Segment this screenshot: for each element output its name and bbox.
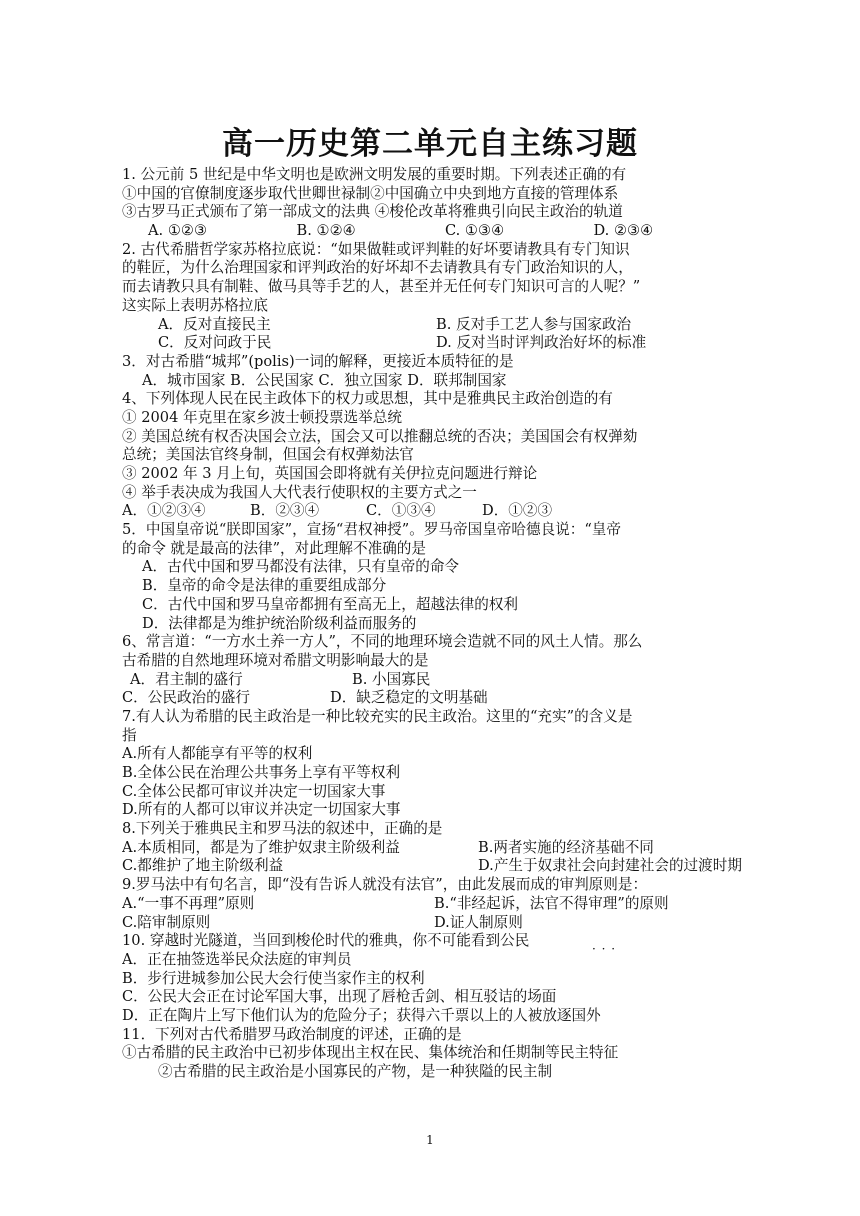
q8-option-c: C.都维护了地主阶级利益 — [122, 857, 284, 875]
q9-option-d: D.证人制原则 — [434, 913, 523, 931]
q9-option-a: A.“一事不再理”原则 — [122, 894, 255, 912]
q7-option-a: A.所有人都能享有平等的权利 — [122, 745, 313, 763]
q6-option-d: D．缺乏稳定的文明基础 — [330, 689, 488, 707]
q9-option-c: C.陪审制原则 — [122, 913, 211, 931]
q6-options-row-1 — [122, 671, 742, 690]
q9-stem: 9.罗马法中有句名言，即“没有告诉人就没有法官”，由此发展而成的审判原则是： — [122, 876, 648, 894]
q8-options-row-2 — [122, 857, 742, 876]
q2-options-row-1 — [122, 316, 742, 335]
q7-option-c: C.全体公民都可审议并决定一切国家大事 — [122, 782, 386, 800]
q4-statement-4: ④ 举手表决成为我国人大代表行使职权的主要方式之一 — [122, 483, 477, 501]
q6-stem-line-1: 6、常言道：“一方水土养一方人”，不同的地理环境会造就不同的风土人情。那么 — [122, 633, 643, 651]
q8-option-a: A.本质相同，都是为了维护奴隶主阶级利益 — [122, 838, 400, 856]
q2-stem-line-1: 2. 古代希腊哲学家苏格拉底说：“如果做鞋或评判鞋的好坏要请教具有专门知识 — [122, 240, 630, 258]
q4-statement-2-cont: 总统；美国法官终身制，但国会有权弹劾法官 — [122, 446, 414, 464]
q4-statement-1: ① 2004 年克里在家乡波士顿投票选举总统 — [122, 408, 402, 426]
q11-statement-2: ②古希腊的民主政治是小国寡民的产物，是一种狭隘的民主制 — [158, 1063, 553, 1080]
question-list — [122, 166, 742, 1082]
q1-option-a: A. ①②③ — [148, 222, 208, 240]
q1-stem: 1. 公元前 5 世纪是中华文明也是欧洲文明发展的重要时期。下列表述正确的有 — [122, 166, 627, 183]
q7-stem-line-2: 指 — [122, 726, 137, 744]
q9-options-row-2 — [122, 914, 742, 933]
q7-option-b: B.全体公民在治理公共事务上享有平等权利 — [122, 764, 401, 781]
q7-option-d: D.所有的人都可以审议并决定一切国家大事 — [122, 801, 401, 819]
q2-stem-line-2: 的鞋匠，为什么治理国家和评判政治的好坏却不去请教具有专门政治知识的人， — [122, 259, 633, 277]
q5-option-c: C．古代中国和罗马皇帝都拥有至高无上，超越法律的权利 — [142, 595, 519, 613]
q2-stem-line-4: 这实际上表明苏格拉底 — [122, 296, 268, 314]
q1-options — [122, 222, 742, 241]
q10-stem: 10. 穿越时光隧道，当回到梭伦时代的雅典，你不可能看到公民 · · · — [122, 932, 742, 951]
q1-option-b: B. ①②④ — [296, 222, 356, 240]
q8-option-b: B.两者实施的经济基础不同 — [478, 838, 654, 856]
q8-option-d: D.产生于奴隶社会向封建社会的过渡时期 — [478, 857, 742, 875]
q5-option-a: A．古代中国和罗马都没有法律，只有皇帝的命令 — [142, 558, 460, 576]
q2-option-d: D. 反对当时评判政治好坏的标准 — [436, 334, 647, 352]
q9-options-row-1 — [122, 895, 742, 914]
q6-stem-line-2: 古希腊的自然地理环境对希腊文明影响最大的是 — [122, 651, 429, 669]
q6-option-b: B. 小国寡民 — [352, 670, 431, 688]
q4-option-b: B．②③④ — [250, 502, 320, 520]
page-number: 1 — [426, 1133, 434, 1147]
q11-statement-1: ①古希腊的民主政治中已初步体现出主权在民、集体统治和任期制等民主特征 — [122, 1044, 619, 1062]
q4-stem: 4、下列体现人民在民主政体下的权力或思想，其中是雅典民主政治创造的有 — [122, 390, 613, 408]
q8-stem: 8.下列关于雅典民主和罗马法的叙述中，正确的是 — [122, 820, 443, 838]
q4-option-c: C．①③④ — [366, 502, 436, 520]
q5-stem-line-2: 的命令 就是最高的法律”，对此理解不准确的是 — [122, 539, 426, 557]
q10-option-b: B．步行进城参加公民大会行使当家作主的权利 — [122, 969, 425, 987]
q1-statement-1: ①中国的官僚制度逐步取代世卿世禄制②中国确立中央到地方直接的管理体系 — [122, 184, 619, 202]
q10-option-c: C．公民大会正在讨论军国大事，出现了唇枪舌剑、相互驳诘的场面 — [122, 988, 557, 1006]
q2-stem-line-3: 而去请教只具有制鞋、做马具等手艺的人，甚至并无任何专门知识可言的人呢？” — [122, 278, 641, 296]
q6-option-c: C．公民政治的盛行 — [122, 689, 250, 707]
q2-options-row-2 — [122, 334, 742, 353]
q7-stem-line-1: 7.有人认为希腊的民主政治是一种比较充实的民主政治。这里的“充实”的含义是 — [122, 707, 633, 725]
document-title: 高一历史第二单元自主练习题 — [222, 126, 638, 162]
q5-option-b: B．皇帝的命令是法律的重要组成部分 — [142, 577, 387, 595]
q4-options — [122, 502, 742, 521]
q1-option-d: D. ②③④ — [593, 222, 654, 240]
q2-option-c: C．反对问政于民 — [158, 334, 272, 352]
q4-statement-2: ② 美国总统有权否决国会立法，国会又可以推翻总统的否决；美国国会有权弹劾 — [122, 427, 638, 445]
q5-option-d: D．法律都是为维护统治阶级利益而服务的 — [142, 614, 417, 632]
q3-options: A．城市国家 B．公民国家 C．独立国家 D．联邦制国家 — [142, 371, 507, 389]
q9-option-b: B.“非经起诉，法官不得审理”的原则 — [434, 894, 669, 912]
q2-option-a: A．反对直接民主 — [158, 315, 271, 333]
q11-stem: 11．下列对古代希腊罗马政治制度的评述，正确的是 — [122, 1025, 462, 1043]
q6-options-row-2 — [122, 689, 742, 708]
q1-statement-2: ③古罗马正式颁布了第一部成文的法典 ④梭伦改革将雅典引向民主政治的轨道 — [122, 203, 623, 221]
q10-option-d: D．正在陶片上写下他们认为的危险分子；获得六千票以上的人被放逐国外 — [122, 1006, 601, 1024]
q4-option-a: A．①②③④ — [122, 502, 206, 520]
q3-stem: 3．对古希腊“城邦”(polis)一词的解释，更接近本质特征的是 — [122, 352, 514, 370]
q1-option-c: C. ①③④ — [445, 222, 505, 240]
q8-options-row-1 — [122, 839, 742, 858]
q5-stem-line-1: 5．中国皇帝说“朕即国家”，宣扬“君权神授”。罗马帝国皇帝哈德良说：“皇帝 — [122, 521, 621, 539]
q4-option-d: D．①②③ — [482, 502, 553, 520]
q10-option-a: A．正在抽签选举民众法庭的审判员 — [122, 950, 352, 968]
q2-option-b: B. 反对手工艺人参与国家政治 — [436, 315, 632, 333]
q6-option-a: A．君主制的盛行 — [130, 670, 243, 688]
q4-statement-3: ③ 2002 年 3 月上旬，英国国会即将就有关伊拉克问题进行辩论 — [122, 465, 538, 482]
